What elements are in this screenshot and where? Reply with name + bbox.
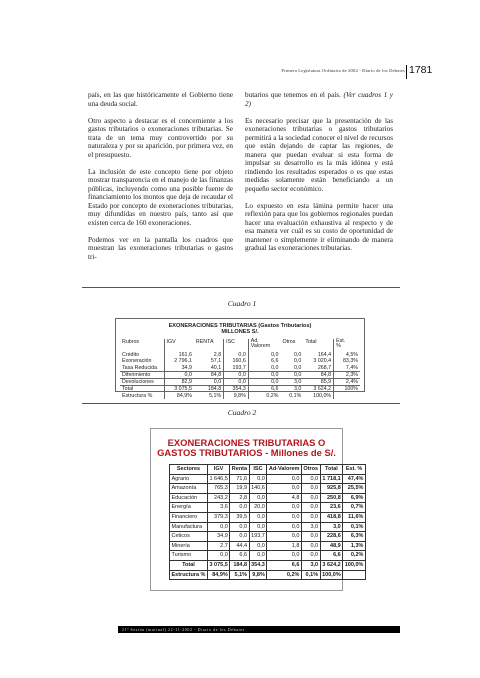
table-cell: 0,0 — [301, 484, 320, 494]
table-cell: 0,0 — [267, 503, 302, 513]
table-cell: 3,0 — [301, 522, 320, 532]
table-cell: 0,0 — [267, 551, 302, 561]
table-cell: 7,4% — [334, 365, 360, 372]
table-cell: 0,0 — [248, 365, 280, 372]
table-cell: 0,1% — [289, 392, 302, 399]
table-cell: 6,3% — [343, 532, 366, 542]
table-cell: 0,0 — [301, 541, 320, 551]
column-header: ISC — [249, 465, 267, 475]
table-cell — [334, 393, 360, 399]
table-cell: 9,8% — [249, 570, 267, 580]
table-cell: 0,0 — [248, 371, 280, 378]
cuadro2-title-line: GASTOS TRIBUTARIOS - Millones de S/. — [157, 447, 336, 459]
table-cell: 0,0 — [207, 551, 229, 561]
table-cell: 0,0 — [267, 484, 302, 494]
table-cell: 193,7 — [224, 365, 249, 372]
table-cell: 0,0 — [248, 379, 280, 386]
table-cell: 3 020,4 — [313, 358, 332, 365]
column-header: ISC — [224, 339, 249, 352]
table-row — [120, 393, 360, 399]
cuadro1-caption: Cuadro 1 — [227, 299, 257, 308]
table-cell: 184,8 — [207, 386, 222, 393]
section-divider — [82, 403, 400, 404]
running-header: Primera Legislatura Ordinaria de 2002 - Diario de los Debates — [281, 68, 405, 73]
table-cell: 34,9 — [207, 532, 229, 542]
table-cell: 0,0 — [249, 541, 267, 551]
table-cell: 48,9 — [320, 541, 343, 551]
table-cell: 268,7 — [303, 365, 333, 372]
table-cell: 4,5% — [334, 352, 360, 358]
column-header: Otros — [303, 466, 319, 473]
table-cell: 0,0 — [280, 365, 303, 372]
table-cell: 3,0 — [301, 560, 320, 570]
left-paragraph: Podemos ver en la pantalla los cuadros que muestran las exoneraciones tributarias o gastos tri- — [88, 235, 233, 261]
table-cell: 0,0 — [224, 379, 249, 386]
cuadro2-caption: Cuadro 2 — [227, 408, 257, 417]
table-cell: 34,9 — [164, 365, 194, 372]
table-cell: 140,6 — [251, 485, 265, 492]
table-cell: 6,6 — [248, 386, 280, 393]
table-cell: 0,0 — [230, 503, 249, 513]
right-column — [245, 91, 393, 261]
table-row — [170, 512, 366, 522]
table-cell: Total — [122, 386, 134, 393]
table-cell: 925,8 — [320, 484, 343, 494]
right-paragraph — [245, 91, 393, 108]
table-cell: 0,2% — [248, 393, 280, 399]
table-cell: 82,9 — [164, 379, 194, 386]
table-cell: 11,6% — [343, 512, 366, 522]
table-cell: 160,6 — [224, 358, 249, 364]
cuadro2-title — [151, 438, 342, 458]
table-cell: 0,0 — [224, 371, 249, 378]
table-cell: Devoluciones — [120, 379, 164, 386]
table-cell: 4,8 — [267, 493, 302, 503]
column-header: Rubros — [122, 339, 140, 345]
table-cell: 0,0 — [301, 474, 320, 484]
table-cell: Crédito — [122, 352, 140, 358]
table-cell: Educación — [170, 493, 208, 503]
table-cell: 0,0 — [267, 522, 302, 532]
table-cell: 39,5 — [230, 512, 249, 522]
table-row — [170, 551, 366, 561]
cuadro1-table-box — [115, 318, 365, 399]
table-cell: 0,0 — [267, 512, 302, 522]
table-cell: 3 075,5 — [209, 562, 228, 569]
table-cell: 9,8% — [224, 393, 249, 399]
table-cell: Exoneración — [122, 358, 152, 365]
table-cell: 6,9% — [343, 493, 366, 503]
table-cell: 193,7 — [251, 533, 265, 540]
table-cell: Estructura % — [122, 392, 153, 399]
table-row — [120, 379, 360, 386]
table-cell: 0,0 — [267, 532, 302, 542]
table-cell: 23,6 — [320, 503, 343, 513]
table-cell: 1 646,5 — [209, 475, 228, 482]
table-cell: 0,0 — [293, 358, 302, 365]
table-cell: 0,0 — [194, 379, 224, 386]
table-cell: 20,0 — [249, 503, 267, 513]
table-row — [170, 493, 366, 503]
table-cell: 2,3% — [334, 371, 360, 378]
table-cell: Ceticos — [170, 532, 208, 542]
table-cell: 0,0 — [249, 522, 267, 532]
right-paragraph: Lo expuesto en esta lámina permite hacer una reflexión para que los gobiernos regionales puedan hacer una evaluación exhaustiva al respecto y de esa manera ver cuál es su costo de oportunidad de mantener o simplemente ir eliminando de manera gradual las exoneraciones tributarias. — [245, 201, 393, 252]
column-header: Est. % — [343, 465, 366, 475]
column-header: IGV — [207, 465, 229, 475]
cuadro2-table-box — [150, 428, 364, 591]
table-row — [120, 386, 360, 393]
paragraph-text: butarios que tenemos en el país. — [245, 91, 341, 99]
table-cell: Tasa Reducida — [120, 365, 164, 372]
cuadro2-table — [169, 464, 366, 580]
table-cell: 2,7 — [207, 541, 229, 551]
table-cell: 354,3 — [224, 386, 249, 393]
table-row — [170, 541, 366, 551]
page-footer-bar: 21ª Sesión (matinal) 22-11-2002 - Diario de los Debates — [118, 626, 400, 633]
left-column — [88, 91, 233, 270]
table-cell: 1,3% — [343, 541, 366, 551]
table-cell: 84,9% — [207, 570, 229, 580]
column-header: IGV — [164, 339, 194, 352]
table-cell: 1,8 — [267, 541, 302, 551]
table-cell: 0,0 — [249, 474, 267, 484]
column-header: Ad-Valorem — [268, 466, 300, 473]
table-cell: 765,3 — [207, 484, 229, 494]
table-cell: Manufactura — [170, 522, 208, 532]
table-cell: 0,0 — [249, 512, 267, 522]
table-cell: 0,2% — [267, 570, 302, 580]
section-divider — [82, 287, 400, 288]
column-header: Sectores — [170, 465, 208, 475]
table-row — [170, 503, 366, 513]
table-cell: Total — [170, 560, 208, 570]
table-cell: 6,6 — [267, 560, 302, 570]
table-cell: 47,4% — [343, 474, 366, 484]
table-cell: 3 075,5 — [164, 386, 194, 393]
table-cell: 100% — [334, 386, 360, 393]
column-header: Total — [320, 465, 343, 475]
column-header: Otros — [282, 339, 296, 345]
table-cell: 0,0 — [280, 371, 303, 378]
table-cell: 0,0 — [230, 532, 249, 542]
table-cell: 0,1% — [301, 570, 320, 580]
table-row — [170, 560, 366, 570]
cuadro2-title-line: EXONERACIONES TRIBUTARIAS O — [167, 437, 326, 448]
table-row — [170, 522, 366, 532]
table-row — [170, 532, 366, 542]
table-row — [170, 570, 366, 580]
table-cell: Amazonía — [170, 484, 208, 494]
table-cell: 0,0 — [301, 512, 320, 522]
header-separator — [406, 65, 407, 79]
table-cell: 0,0 — [207, 522, 229, 532]
table-cell: 84,8 — [303, 371, 333, 378]
table-cell: 0,0 — [230, 522, 249, 532]
cuadro1-table — [120, 339, 360, 399]
table-cell: 71,6 — [230, 474, 249, 484]
table-cell: 3,0 — [320, 522, 343, 532]
table-cell: 418,8 — [320, 512, 343, 522]
table-cell: 25,5% — [343, 484, 366, 494]
table-cell: Estructura % — [171, 571, 206, 578]
table-cell: Turismo — [170, 551, 208, 561]
table-cell: 100,0% — [322, 571, 341, 578]
table-cell: 250,8 — [320, 493, 343, 503]
column-header: Renta — [231, 466, 248, 473]
table-header-row — [120, 339, 360, 352]
table-cell: 40,1 — [194, 365, 224, 372]
table-row — [120, 365, 360, 372]
table-cell: 0,0 — [224, 352, 249, 358]
table-cell: 3,0 — [293, 386, 302, 393]
cuadro1-title — [116, 323, 364, 336]
table-cell: Agrario — [170, 474, 208, 484]
table-cell: 243,2 — [207, 493, 229, 503]
table-cell: 0,0 — [164, 371, 194, 378]
table-cell: 0,7% — [343, 503, 366, 513]
table-cell: 57,1 — [210, 358, 222, 365]
column-header: Ad. Valorem — [248, 339, 280, 352]
table-cell — [343, 570, 366, 580]
table-cell: 228,6 — [320, 532, 343, 542]
table-cell: 0,0 — [267, 474, 302, 484]
table-cell: 0,2% — [343, 551, 366, 561]
table-cell: 0,0 — [248, 352, 280, 358]
table-cell: 2,8 — [230, 493, 249, 503]
table-cell: 100,0% — [313, 392, 332, 399]
table-cell: 5,1% — [209, 392, 222, 399]
table-header-row — [170, 465, 366, 475]
table-cell: 2 796,1 — [164, 358, 194, 364]
table-cell: 3 624,2 — [320, 560, 343, 570]
left-paragraph: La inclusión de este concepto tiene por objeto mostrar transparencia en el manejo de las finanzas públicas, incluyendo como una posible fuente de financiamiento los montos que deja de recaudar el Estado por concepto de exoneraciones tributarias, muy difundidas en nuestro país, tanto así que existen cerca de 160 exoneraciones. — [88, 167, 233, 227]
table-cell: 19,9 — [230, 484, 249, 494]
table-cell: 161,6 — [164, 352, 194, 358]
table-cell: 83,3% — [334, 358, 360, 364]
table-cell: 3 624,2 — [313, 386, 332, 393]
table-cell: 84,9% — [164, 393, 194, 399]
table-cell: 0,0 — [293, 352, 302, 358]
column-header: Total — [305, 339, 317, 345]
table-cell: 184,8 — [230, 560, 249, 570]
cuadro1-title-line: EXONERACIONES TRIBUTARIAS (Gastos Tributarios) — [168, 323, 312, 329]
table-cell: 0,0 — [301, 551, 320, 561]
table-cell: 84,8 — [194, 371, 224, 378]
table-cell: 6,6 — [230, 551, 249, 561]
table-cell: 0,0 — [301, 493, 320, 503]
column-header: Est. % — [334, 339, 360, 352]
table-cell: Minería — [170, 541, 208, 551]
table-cell: 354,3 — [251, 562, 265, 569]
table-cell: 164,4 — [317, 352, 332, 358]
table-cell: 3,0 — [280, 379, 303, 386]
table-cell: 0,1% — [343, 522, 366, 532]
table-cell: 2,4% — [334, 379, 360, 386]
table-cell: 6,6 — [320, 551, 343, 561]
left-paragraph: país, en las que históricamente el Gobierno tiene una deuda social. — [88, 91, 233, 108]
table-row — [170, 484, 366, 494]
table-cell: 3,6 — [207, 503, 229, 513]
table-cell: 6,6 — [248, 358, 280, 364]
table-cell: Energía — [170, 503, 208, 513]
table-cell: 0,0 — [301, 503, 320, 513]
table-cell: 1 718,1 — [320, 474, 343, 484]
right-paragraph: Es necesario precisar que la presentación de las exoneraciones tributarias o gastos tributarios permitirá a la sociedad conocer el nivel de recursos que están dejando de captar las regiones, de manera que puedan evaluar si esta forma de impulsar su desarrollo es la más idónea y está rindiendo los resultados esperados o es que estas medidas solamente están beneficiando a un pequeño sector económico. — [245, 116, 393, 193]
table-cell: 2,8 — [213, 352, 222, 358]
table-cell: 379,3 — [207, 512, 229, 522]
left-paragraph: Otro aspecto a destacar es el concerniente a los gastos tributarios o exoneraciones tributarias. Se trata de un tema muy controvertido por su naturaleza y por su aparición, por primera vez, en el presupuesto. — [88, 116, 233, 159]
table-cell: 0,0 — [249, 551, 267, 561]
table-cell: 0,0 — [301, 532, 320, 542]
column-header: RENTA — [195, 339, 214, 345]
cuadro1-title-line: MILLONES S/. — [221, 329, 259, 336]
table-cell: 44,4 — [230, 541, 249, 551]
table-cell: 0,0 — [249, 493, 267, 503]
table-row — [120, 371, 360, 378]
table-cell: 5,1% — [230, 570, 249, 580]
table-cell: Diferimiento — [120, 371, 164, 378]
table-cell: Financiero — [170, 512, 208, 522]
page-number: 1781 — [409, 64, 433, 76]
figure-reference: (Ver cuadros 1 y 2) — [245, 91, 393, 108]
table-cell: 100,0% — [344, 562, 364, 569]
table-row — [170, 474, 366, 484]
table-cell: 85,9 — [303, 379, 333, 386]
